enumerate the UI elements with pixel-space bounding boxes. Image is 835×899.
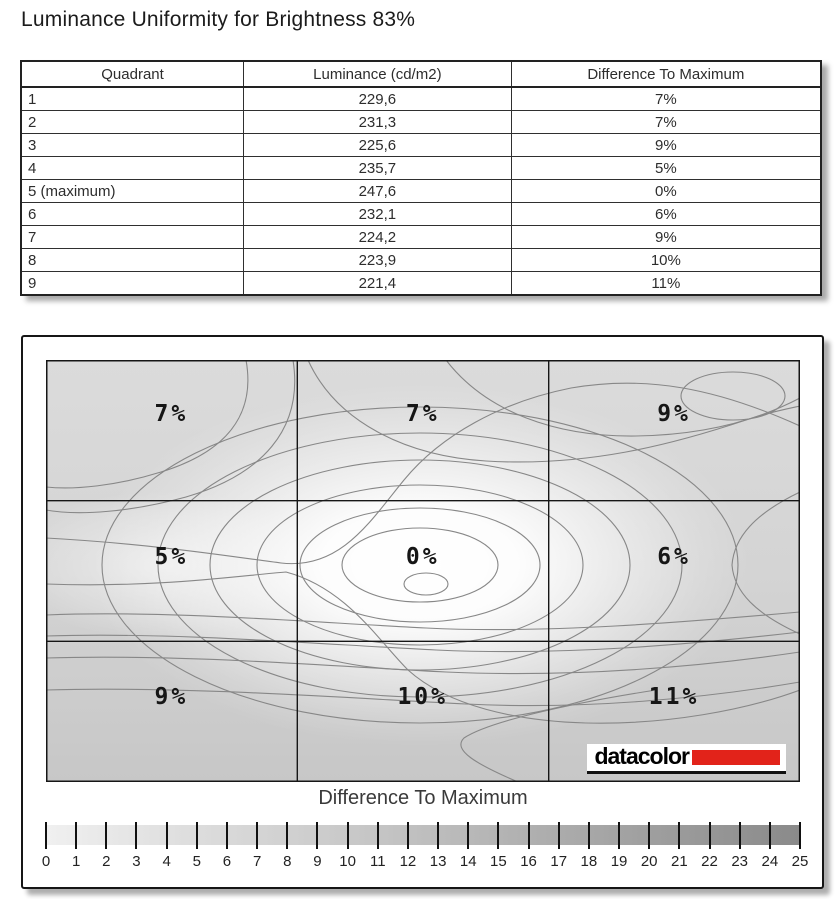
table-row xyxy=(21,226,821,249)
colorbar-tick xyxy=(256,822,258,849)
colorbar-tick xyxy=(528,822,530,849)
colorbar xyxy=(41,787,809,874)
difference-cell: 10% xyxy=(511,249,821,272)
table-row xyxy=(21,157,821,180)
colorbar-tick xyxy=(618,822,620,849)
luminance-cell: 235,7 xyxy=(244,157,512,180)
colorbar-tick-label: 8 xyxy=(283,853,292,870)
column-header-difference: Difference To Maximum xyxy=(511,61,821,87)
column-header-quadrant: Quadrant xyxy=(21,61,244,87)
luminance-cell: 221,4 xyxy=(244,272,512,296)
difference-cell: 9% xyxy=(511,226,821,249)
difference-cell: 7% xyxy=(511,111,821,134)
table-row xyxy=(21,111,821,134)
quadrant-label: 7% xyxy=(405,401,440,428)
colorbar-tick-label: 6 xyxy=(222,853,232,870)
colorbar-tick-label: 1 xyxy=(71,853,81,870)
difference-cell: 5% xyxy=(511,157,821,180)
colorbar-tick-label: 18 xyxy=(580,853,598,870)
datacolor-logo xyxy=(587,744,786,774)
colorbar-tick xyxy=(769,822,771,849)
luminance-cell: 231,3 xyxy=(244,111,512,134)
colorbar-title: Difference To Maximum xyxy=(318,787,528,809)
colorbar-tick xyxy=(226,822,228,849)
colorbar-tick-label: 16 xyxy=(520,853,537,870)
difference-cell: 6% xyxy=(511,203,821,226)
colorbar-tick-label: 15 xyxy=(490,853,507,870)
table-row xyxy=(21,249,821,272)
luminance-cell: 224,2 xyxy=(244,226,512,249)
colorbar-tick-label: 21 xyxy=(671,853,688,870)
quadrant-label: 9% xyxy=(154,684,189,711)
quadrant-cell: 7 xyxy=(21,226,244,249)
colorbar-tick xyxy=(377,822,379,849)
colorbar-tick-label: 3 xyxy=(132,853,141,870)
colorbar-scale xyxy=(41,822,809,874)
table-row xyxy=(21,272,821,296)
colorbar-tick xyxy=(437,822,439,849)
quadrant-label: 9% xyxy=(657,401,691,428)
colorbar-tick xyxy=(467,822,469,849)
quadrant-cell: 6 xyxy=(21,203,244,226)
colorbar-tick-label: 9 xyxy=(313,853,322,870)
colorbar-tick xyxy=(709,822,711,849)
colorbar-tick xyxy=(166,822,168,849)
colorbar-tick xyxy=(347,822,349,849)
colorbar-tick xyxy=(678,822,680,849)
colorbar-tick xyxy=(196,822,198,849)
colorbar-tick-label: 25 xyxy=(791,853,809,870)
quadrant-label: 0% xyxy=(405,544,440,571)
luminance-cell: 223,9 xyxy=(244,249,512,272)
colorbar-tick-label: 20 xyxy=(640,853,658,870)
luminance-cell: 229,6 xyxy=(244,87,512,111)
colorbar-tick xyxy=(286,822,288,849)
colorbar-tick-label: 17 xyxy=(550,853,568,870)
colorbar-tick-label: 22 xyxy=(701,853,718,870)
table-header-row xyxy=(21,61,821,87)
table-row xyxy=(21,180,821,203)
luminance-table xyxy=(20,60,822,296)
colorbar-tick xyxy=(497,822,499,849)
table-row xyxy=(21,134,821,157)
colorbar-tick-label: 2 xyxy=(102,853,111,870)
colorbar-tick-label: 11 xyxy=(369,853,386,870)
colorbar-tick-label: 12 xyxy=(399,853,417,870)
column-header-luminance: Luminance (cd/m2) xyxy=(244,61,512,87)
luminance-table-container xyxy=(20,60,822,296)
page-title: Luminance Uniformity for Brightness 83% xyxy=(21,8,416,31)
luminance-cell: 225,6 xyxy=(244,134,512,157)
quadrant-cell: 8 xyxy=(21,249,244,272)
colorbar-tick-label: 7 xyxy=(252,853,262,870)
table-row xyxy=(21,203,821,226)
colorbar-tick-label: 0 xyxy=(41,853,51,870)
quadrant-label: 10% xyxy=(397,684,448,711)
quadrant-cell: 1 xyxy=(21,87,244,111)
datacolor-logo-text: datacolor xyxy=(594,743,689,769)
difference-cell: 0% xyxy=(511,180,821,203)
datacolor-logo-red-bar xyxy=(692,750,780,765)
colorbar-tick xyxy=(588,822,590,849)
quadrant-label: 7% xyxy=(154,401,189,428)
colorbar-tick-label: 24 xyxy=(761,853,779,870)
colorbar-tick xyxy=(648,822,650,849)
colorbar-tick xyxy=(799,822,801,849)
colorbar-gradient-bar xyxy=(46,825,800,845)
colorbar-tick-label: 14 xyxy=(459,853,477,870)
luminance-cell: 247,6 xyxy=(244,180,512,203)
quadrant-cell: 2 xyxy=(21,111,244,134)
colorbar-tick xyxy=(105,822,107,849)
difference-cell: 9% xyxy=(511,134,821,157)
quadrant-label: 5% xyxy=(154,544,189,571)
colorbar-tick xyxy=(316,822,318,849)
colorbar-tick-label: 13 xyxy=(429,853,447,870)
contour-plot xyxy=(46,360,800,782)
quadrant-cell: 9 xyxy=(21,272,244,296)
colorbar-tick xyxy=(407,822,409,849)
difference-cell: 7% xyxy=(511,87,821,111)
colorbar-tick xyxy=(135,822,137,849)
colorbar-tick-label: 19 xyxy=(610,853,628,870)
colorbar-tick xyxy=(739,822,741,849)
colorbar-tick xyxy=(558,822,560,849)
colorbar-tick xyxy=(45,822,47,849)
luminance-cell: 232,1 xyxy=(244,203,512,226)
quadrant-label: 6% xyxy=(657,544,691,571)
colorbar-tick-label: 10 xyxy=(339,853,356,870)
quadrant-cell: 4 xyxy=(21,157,244,180)
colorbar-tick-label: 23 xyxy=(731,853,749,870)
quadrant-label: 11% xyxy=(648,684,700,711)
quadrant-cell: 5 (maximum) xyxy=(21,180,244,203)
colorbar-tick-label: 5 xyxy=(192,853,201,870)
table-row xyxy=(21,87,821,111)
difference-cell: 11% xyxy=(511,272,821,296)
quadrant-cell: 3 xyxy=(21,134,244,157)
colorbar-tick-label: 4 xyxy=(162,853,171,870)
uniformity-chart-panel xyxy=(21,335,824,889)
colorbar-tick xyxy=(75,822,77,849)
